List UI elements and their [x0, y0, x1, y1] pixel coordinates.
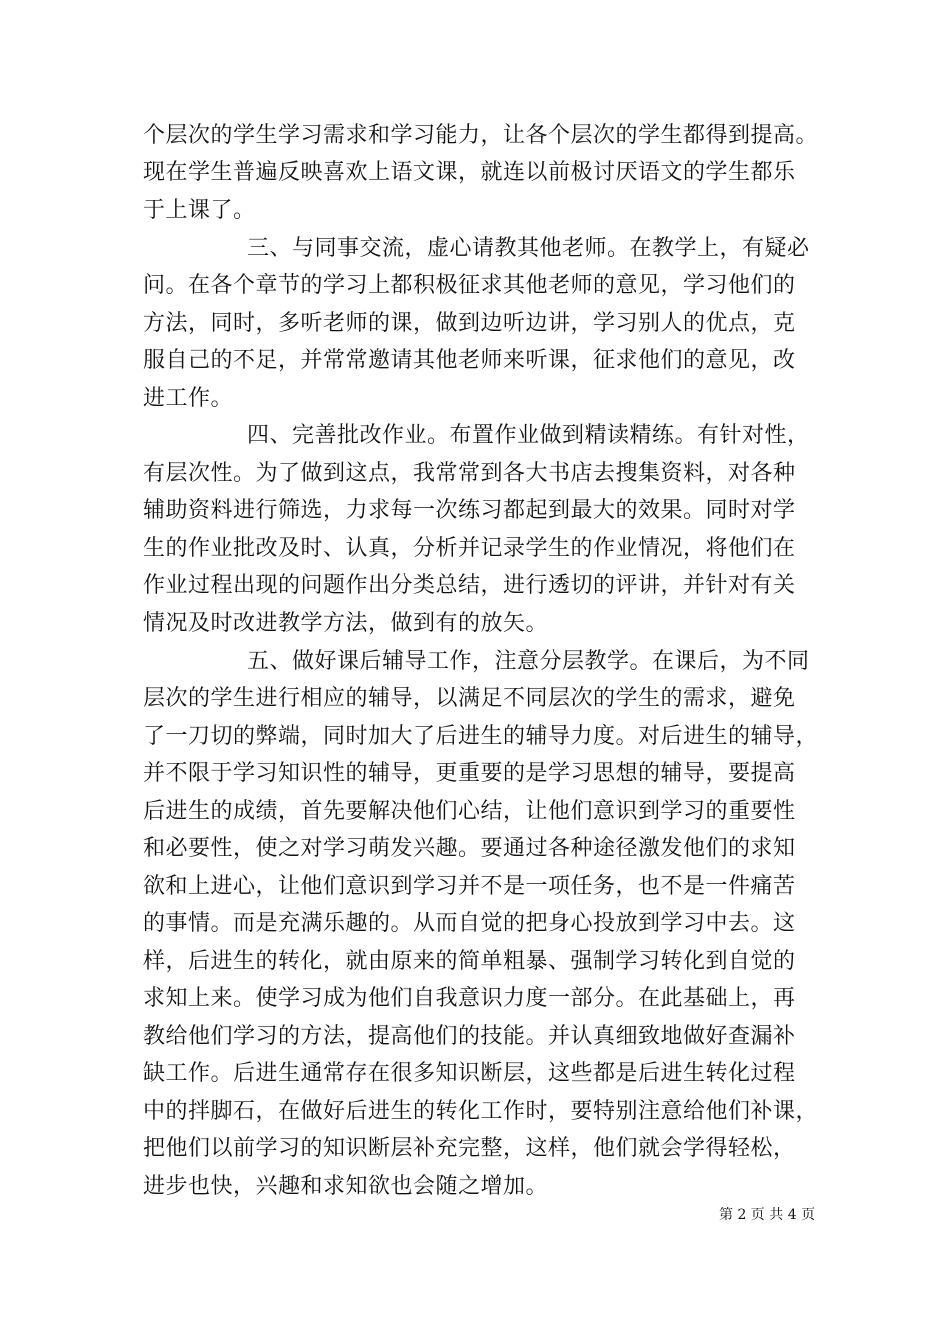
text-line: 层次的学生进行相应的辅导，以满足不同层次的学生的需求，避免 [143, 686, 796, 711]
text-line: 辅助资料进行筛选，力求每一次练习都起到最大的效果。同时对学 [143, 498, 796, 523]
text-line: 进步也快，兴趣和求知欲也会随之增加。 [143, 1174, 549, 1199]
text-line: 把他们以前学习的知识断层补充完整，这样，他们就会学得轻松， [143, 1136, 796, 1161]
text-line: 后进生的成绩，首先要解决他们心结，让他们意识到学习的重要性 [143, 799, 796, 824]
text-line: 中的拌脚石，在做好后进生的转化工作时，要特别注意给他们补课， [143, 1099, 819, 1124]
paragraph-heading-three: 三、与同事交流，虚心请教其他老师。在教学上，有疑必 [247, 236, 810, 261]
text-line: 样，后进生的转化，就由原来的简单粗暴、强制学习转化到自觉的 [143, 949, 796, 974]
text-line: 问。在各个章节的学习上都积极征求其他老师的意见，学习他们的 [143, 273, 796, 298]
text-line: 生的作业批改及时、认真，分析并记录学生的作业情况，将他们在 [143, 536, 796, 561]
text-line: 并不限于学习知识性的辅导，更重要的是学习思想的辅导，要提高 [143, 761, 796, 786]
text-line: 个层次的学生学习需求和学习能力，让各个层次的学生都得到提高。 [143, 123, 819, 148]
text-line: 有层次性。为了做到这点，我常常到各大书店去搜集资料，对各种 [143, 461, 796, 486]
text-line: 欲和上进心，让他们意识到学习并不是一项任务，也不是一件痛苦 [143, 874, 796, 899]
text-line: 求知上来。使学习成为他们自我意识力度一部分。在此基础上，再 [143, 986, 796, 1011]
text-line: 作业过程出现的问题作出分类总结，进行透切的评讲，并针对有关 [143, 573, 796, 598]
text-line: 了一刀切的弊端，同时加大了后进生的辅导力度。对后进生的辅导， [143, 724, 819, 749]
text-line: 于上课了。 [143, 198, 256, 223]
paragraph-heading-four: 四、完善批改作业。布置作业做到精读精练。有针对性， [247, 423, 810, 448]
text-line: 服自己的不足，并常常邀请其他老师来听课，征求他们的意见，改 [143, 348, 796, 373]
paragraph-heading-five: 五、做好课后辅导工作，注意分层教学。在课后，为不同 [247, 649, 810, 674]
text-line: 缺工作。后进生通常存在很多知识断层，这些都是后进生转化过程 [143, 1061, 796, 1086]
text-line: 的事情。而是充满乐趣的。从而自觉的把身心投放到学习中去。这 [143, 911, 796, 936]
text-line: 进工作。 [143, 386, 234, 411]
text-line: 和必要性，使之对学习萌发兴趣。要通过各种途径激发他们的求知 [143, 836, 796, 861]
text-line: 情况及时改进教学方法，做到有的放矢。 [143, 611, 549, 636]
page-number-footer: 第 2 页 共 4 页 [719, 1207, 816, 1223]
text-line: 教给他们学习的方法，提高他们的技能。并认真细致地做好查漏补 [143, 1024, 796, 1049]
text-line: 现在学生普遍反映喜欢上语文课，就连以前极讨厌语文的学生都乐 [143, 160, 796, 185]
text-line: 方法，同时，多听老师的课，做到边听边讲，学习别人的优点，克 [143, 311, 796, 336]
